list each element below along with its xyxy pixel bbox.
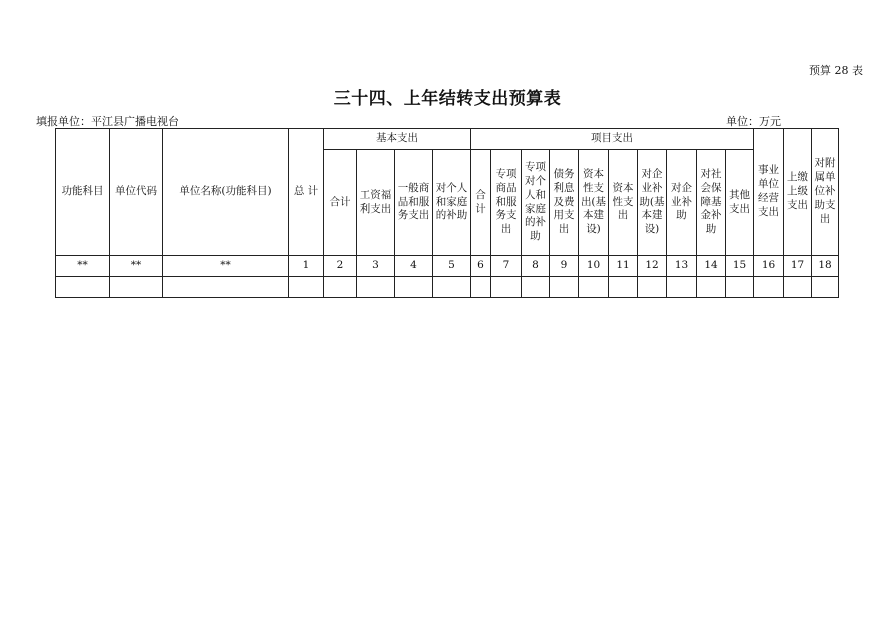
header-project-group: 项目支出	[471, 129, 754, 150]
num-cell: 18	[812, 256, 839, 277]
header-row-group	[56, 129, 839, 150]
header-unit-code: 单位代码	[110, 129, 163, 256]
empty-cell	[433, 277, 471, 298]
header-basic-group: 基本支出	[324, 129, 471, 150]
empty-cell	[726, 277, 754, 298]
num-cell: 11	[609, 256, 638, 277]
num-cell: 7	[491, 256, 522, 277]
header-basic-total: 合计	[324, 150, 357, 256]
num-cell: 17	[784, 256, 812, 277]
num-cell: 1	[289, 256, 324, 277]
header-project-debt: 债务利息及费用支出	[550, 150, 579, 256]
page-title: 三十四、上年结转支出预算表	[333, 89, 562, 109]
header-subsidiary: 对附属单位补助支出	[812, 129, 839, 256]
header-project-capital-construction: 资本性支出(基本建设)	[579, 150, 609, 256]
header-project-social-security: 对社会保障基金补助	[697, 150, 726, 256]
num-cell: **	[56, 256, 110, 277]
header-business: 事业单位经营支出	[754, 129, 784, 256]
empty-cell	[357, 277, 395, 298]
header-basic-salary: 工资福利支出	[357, 150, 395, 256]
table-row	[56, 277, 839, 298]
num-cell: 3	[357, 256, 395, 277]
header-project-capital: 资本性支出	[609, 150, 638, 256]
num-cell: **	[110, 256, 163, 277]
empty-cell	[579, 277, 609, 298]
empty-cell	[638, 277, 667, 298]
header-project-other: 其他支出	[726, 150, 754, 256]
num-cell: 5	[433, 256, 471, 277]
num-cell: 9	[550, 256, 579, 277]
table-number: 预算 28 表	[809, 64, 863, 77]
empty-cell	[609, 277, 638, 298]
num-cell: 12	[638, 256, 667, 277]
num-cell: 14	[697, 256, 726, 277]
empty-cell	[550, 277, 579, 298]
num-cell: 13	[667, 256, 697, 277]
empty-cell	[491, 277, 522, 298]
budget-table	[55, 128, 839, 298]
empty-cell	[289, 277, 324, 298]
empty-cell	[471, 277, 491, 298]
empty-cell	[667, 277, 697, 298]
header-unit-name: 单位名称(功能科目)	[163, 129, 289, 256]
empty-cell	[697, 277, 726, 298]
header-basic-goods: 一般商品和服务支出	[395, 150, 433, 256]
empty-cell	[395, 277, 433, 298]
num-cell: **	[163, 256, 289, 277]
header-project-goods: 专项商品和服务支出	[491, 150, 522, 256]
header-project-enterprise-construction: 对企业补助(基本建设)	[638, 150, 667, 256]
column-number-row	[56, 256, 839, 277]
filling-unit: 填报单位：平江县广播电视台	[36, 115, 179, 128]
empty-cell	[56, 277, 110, 298]
num-cell: 15	[726, 256, 754, 277]
header-project-total: 合计	[471, 150, 491, 256]
empty-cell	[324, 277, 357, 298]
header-func-subject: 功能科目	[56, 129, 110, 256]
num-cell: 4	[395, 256, 433, 277]
empty-cell	[163, 277, 289, 298]
num-cell: 10	[579, 256, 609, 277]
num-cell: 6	[471, 256, 491, 277]
num-cell: 16	[754, 256, 784, 277]
empty-cell	[522, 277, 550, 298]
empty-cell	[812, 277, 839, 298]
num-cell: 8	[522, 256, 550, 277]
header-upper: 上缴上级支出	[784, 129, 812, 256]
empty-cell	[784, 277, 812, 298]
currency-unit: 单位：万元	[726, 115, 781, 128]
header-total: 总 计	[289, 129, 324, 256]
num-cell: 2	[324, 256, 357, 277]
header-basic-personal: 对个人和家庭的补助	[433, 150, 471, 256]
header-project-enterprise: 对企业补助	[667, 150, 697, 256]
empty-cell	[754, 277, 784, 298]
header-project-personal: 专项对个人和家庭的补助	[522, 150, 550, 256]
empty-cell	[110, 277, 163, 298]
